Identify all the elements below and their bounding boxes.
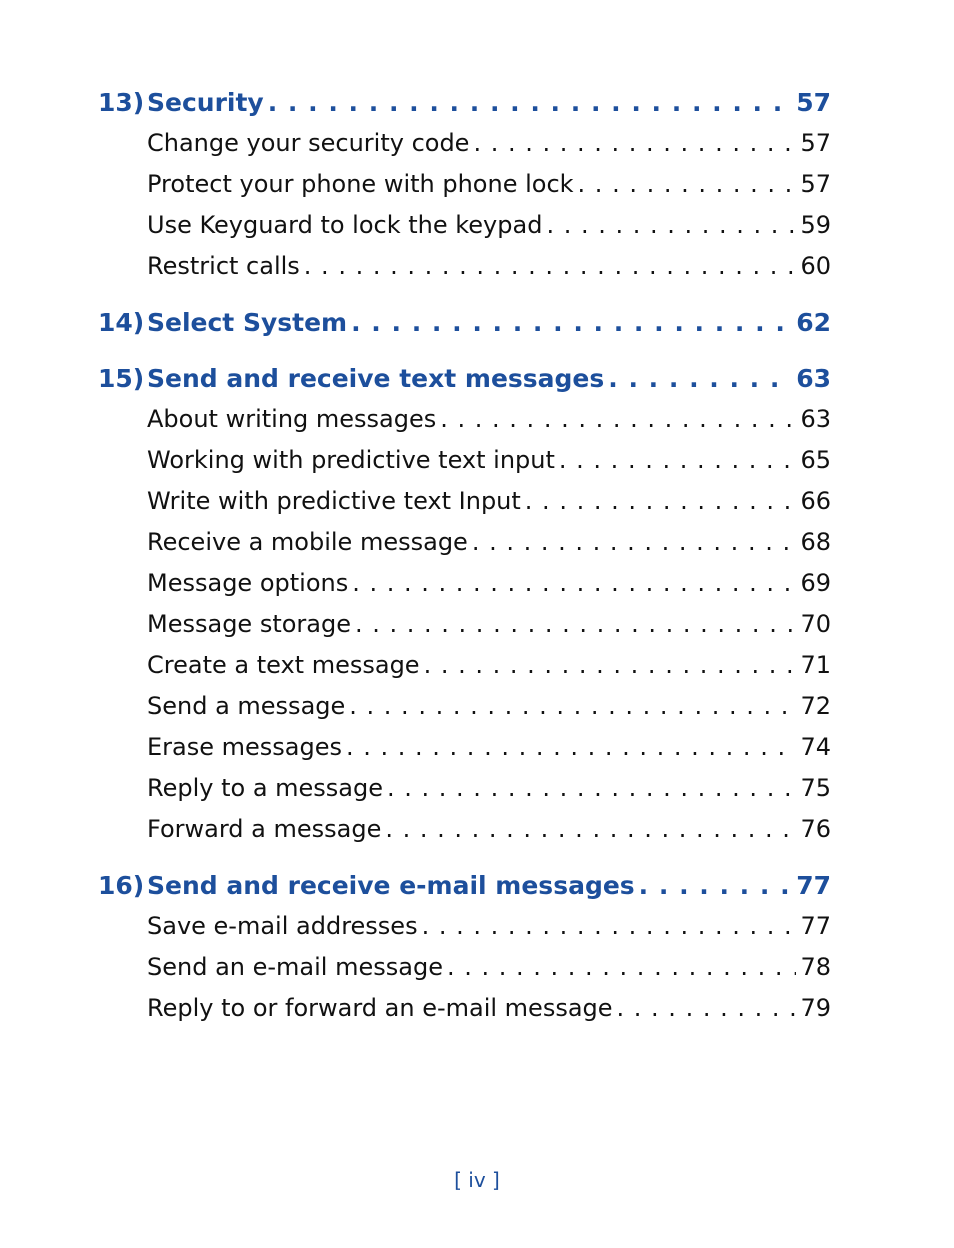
entry-page-number: 72 <box>800 692 831 720</box>
toc-entry[interactable] <box>98 487 831 528</box>
dot-leader <box>447 953 796 981</box>
dot-leader <box>351 308 792 337</box>
entry-page-number: 65 <box>800 446 831 474</box>
entry-title: Create a text message <box>147 651 420 679</box>
dot-leader <box>385 815 796 843</box>
toc-entry[interactable] <box>98 446 831 487</box>
entry-page-number: 63 <box>800 405 831 433</box>
entry-title: Message storage <box>147 610 351 638</box>
entry-page-number: 71 <box>800 651 831 679</box>
section-title: Send and receive e-mail messages <box>147 871 635 900</box>
toc-entry[interactable] <box>98 774 831 815</box>
dot-leader <box>546 211 796 239</box>
toc-entry[interactable] <box>98 815 831 856</box>
entry-title: Reply to or forward an e-mail message <box>147 994 613 1022</box>
entry-title: Change your security code <box>147 129 470 157</box>
section-number: 15) <box>98 364 145 393</box>
section-title: Security <box>147 88 264 117</box>
dot-leader <box>472 528 797 556</box>
dot-leader <box>639 871 793 900</box>
toc-entry[interactable] <box>98 252 831 293</box>
entry-title: Protect your phone with phone lock <box>147 170 574 198</box>
toc-entry[interactable] <box>98 953 831 994</box>
toc-entry[interactable] <box>98 528 831 569</box>
entry-page-number: 79 <box>800 994 831 1022</box>
dot-leader <box>349 692 796 720</box>
entry-page-number: 77 <box>800 912 831 940</box>
entry-title: Erase messages <box>147 733 342 761</box>
section-number: 14) <box>98 308 145 337</box>
dot-leader <box>525 487 797 515</box>
entry-title: Send a message <box>147 692 346 720</box>
entry-title: Restrict calls <box>147 252 300 280</box>
entry-page-number: 78 <box>800 953 831 981</box>
section-page-number: 62 <box>796 308 831 337</box>
page-number-footer: [ iv ] <box>454 1168 500 1192</box>
section-page-number: 57 <box>796 88 831 117</box>
dot-leader <box>387 774 796 802</box>
toc-entry[interactable] <box>98 733 831 774</box>
toc-entry[interactable] <box>98 651 831 692</box>
entry-page-number: 75 <box>800 774 831 802</box>
entry-title: Message options <box>147 569 349 597</box>
toc-entry[interactable] <box>98 994 831 1035</box>
dot-leader <box>268 88 792 117</box>
entry-page-number: 57 <box>800 170 831 198</box>
toc-entry[interactable] <box>98 211 831 252</box>
entry-page-number: 70 <box>800 610 831 638</box>
table-of-contents <box>98 88 831 1050</box>
entry-page-number: 59 <box>800 211 831 239</box>
entry-title: Save e-mail addresses <box>147 912 418 940</box>
dot-leader <box>617 994 797 1022</box>
dot-leader <box>578 170 797 198</box>
dot-leader <box>355 610 796 638</box>
toc-entry[interactable] <box>98 569 831 610</box>
section-title: Select System <box>147 308 348 337</box>
entry-title: Reply to a message <box>147 774 384 802</box>
entry-page-number: 66 <box>800 487 831 515</box>
entry-title: Working with predictive text input <box>147 446 555 474</box>
entry-title: About writing messages <box>147 405 437 433</box>
entry-title: Use Keyguard to lock the keypad <box>147 211 543 239</box>
toc-entry[interactable] <box>98 405 831 446</box>
entry-page-number: 60 <box>800 252 831 280</box>
entry-title: Receive a mobile message <box>147 528 468 556</box>
toc-section <box>98 364 831 856</box>
dot-leader <box>422 912 797 940</box>
toc-section-heading[interactable] <box>98 364 831 405</box>
toc-entry[interactable] <box>98 170 831 211</box>
toc-entry[interactable] <box>98 610 831 651</box>
dot-leader <box>346 733 796 761</box>
entry-page-number: 68 <box>800 528 831 556</box>
dot-leader <box>440 405 796 433</box>
section-title: Send and receive text messages <box>147 364 605 393</box>
entry-title: Write with predictive text Input <box>147 487 521 515</box>
dot-leader <box>424 651 797 679</box>
entry-page-number: 57 <box>800 129 831 157</box>
entry-title: Send an e-mail message <box>147 953 443 981</box>
toc-section <box>98 88 831 293</box>
dot-leader <box>304 252 797 280</box>
dot-leader <box>352 569 796 597</box>
toc-entry[interactable] <box>98 129 831 170</box>
entry-page-number: 74 <box>800 733 831 761</box>
entry-page-number: 69 <box>800 569 831 597</box>
dot-leader <box>608 364 792 393</box>
entry-page-number: 76 <box>800 815 831 843</box>
toc-entry[interactable] <box>98 692 831 733</box>
toc-section-heading[interactable] <box>98 871 831 912</box>
section-number: 16) <box>98 871 145 900</box>
section-page-number: 77 <box>796 871 831 900</box>
dot-leader <box>559 446 797 474</box>
toc-section-heading[interactable] <box>98 88 831 129</box>
section-page-number: 63 <box>796 364 831 393</box>
dot-leader <box>473 129 796 157</box>
toc-entry[interactable] <box>98 912 831 953</box>
toc-section <box>98 871 831 1035</box>
toc-section-heading[interactable] <box>98 308 831 349</box>
section-number: 13) <box>98 88 145 117</box>
toc-section <box>98 308 831 349</box>
entry-title: Forward a message <box>147 815 382 843</box>
